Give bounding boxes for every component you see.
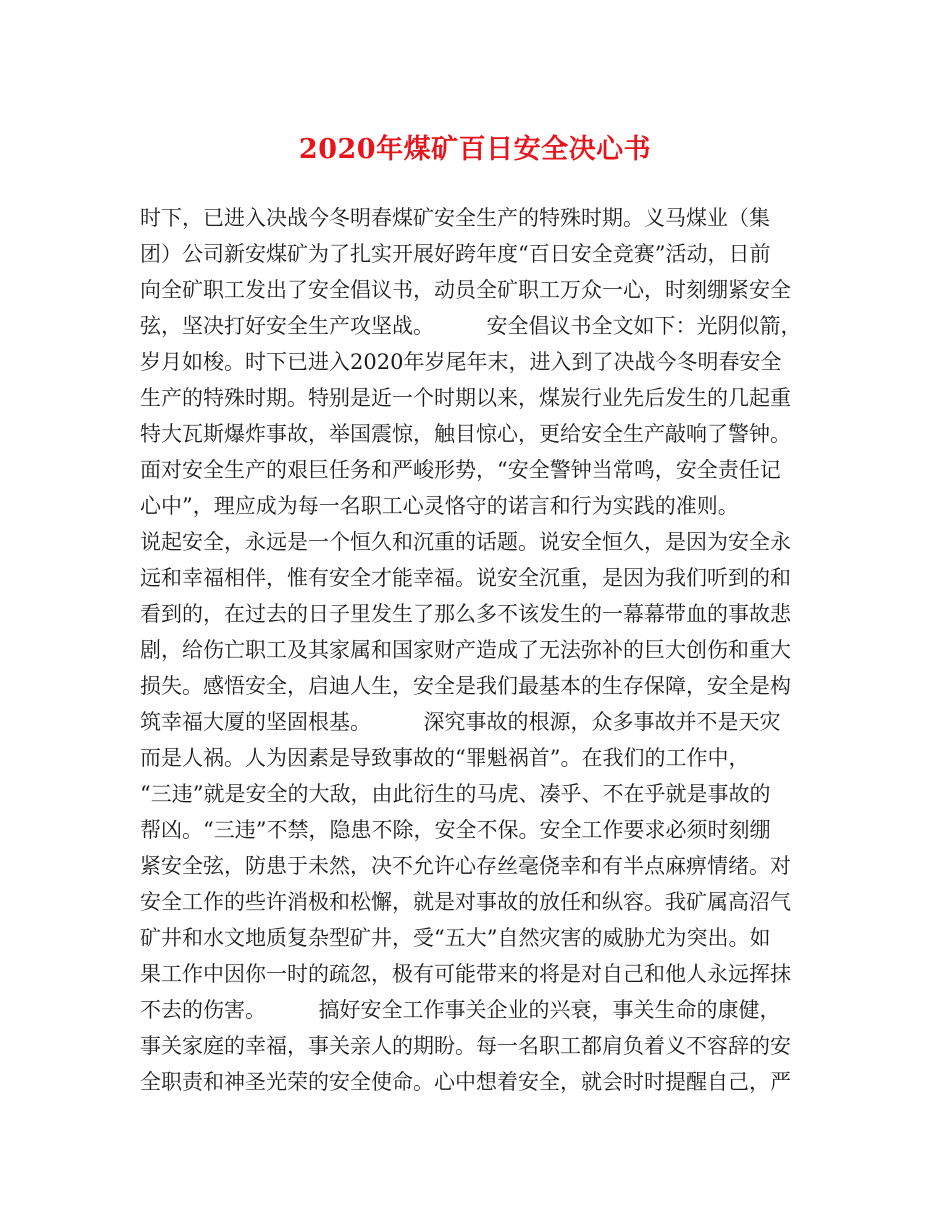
body-line: 安全工作的些许消极和松懈，就是对事故的放任和纵容。我矿属高沼气 <box>140 890 791 914</box>
body-line: 帮凶。“三违”不禁，隐患不除，安全不保。安全工作要求必须时刻绷 <box>140 818 771 842</box>
body-line: 而是人祸。人为因素是导致事故的“罪魁祸首”。在我们的工作中， <box>140 746 750 770</box>
body-line: 矿井和水文地质复杂型矿井，受“五大”自然灾害的威胁尤为突出。如 <box>140 926 771 950</box>
body-line: “三违”就是安全的大敌，由此衍生的马虎、凑乎、不在乎就是事故的 <box>140 782 771 806</box>
body-line: 不去的伤害。 搞好安全工作事关企业的兴衰，事关生命的康健， <box>140 998 781 1022</box>
body-line: 说起安全，永远是一个恒久和沉重的话题。说安全恒久，是因为安全永 <box>140 530 791 554</box>
body-line: 筑幸福大厦的坚固根基。 深究事故的根源，众多事故并不是天灾 <box>140 710 781 734</box>
body-line: 紧安全弦，防患于未然，决不允许心存丝毫侥幸和有半点麻痹情绪。对 <box>140 854 791 878</box>
body-line: 心中”，理应成为每一名职工心灵恪守的诺言和行为实践的准则。 <box>140 494 739 518</box>
body-line: 岁月如梭。时下已进入2020年岁尾年末，进入到了决战今冬明春安全 <box>140 350 782 374</box>
body-line: 生产的特殊时期。特别是近一个时期以来，煤炭行业先后发生的几起重 <box>140 386 791 410</box>
body-line: 损失。感悟安全，启迪人生，安全是我们最基本的生存保障，安全是构 <box>140 674 791 698</box>
body-line: 事关家庭的幸福，事关亲人的期盼。每一名职工都肩负着义不容辞的安 <box>140 1034 791 1058</box>
body-line: 向全矿职工发出了安全倡议书，动员全矿职工万众一心，时刻绷紧安全 <box>140 278 791 302</box>
body-line: 全职责和神圣光荣的安全使命。心中想着安全，就会时时提醒自己，严 <box>140 1070 791 1094</box>
body-line: 看到的，在过去的日子里发生了那么多不该发生的一幕幕带血的事故悲 <box>140 602 791 626</box>
body-line: 果工作中因你一时的疏忽，极有可能带来的将是对自己和他人永远挥抹 <box>140 962 791 986</box>
body-line: 时下，已进入决战今冬明春煤矿安全生产的特殊时期。义马煤业（集 <box>140 206 770 230</box>
body-line: 剧，给伤亡职工及其家属和国家财产造成了无法弥补的巨大创伤和重大 <box>140 638 791 662</box>
document-body <box>140 200 830 1100</box>
body-line: 远和幸福相伴，惟有安全才能幸福。说安全沉重，是因为我们听到的和 <box>140 566 791 590</box>
body-line: 面对安全生产的艰巨任务和严峻形势，“安全警钟当常鸣，安全责任记 <box>140 458 781 482</box>
body-line: 团）公司新安煤矿为了扎实开展好跨年度“百日安全竞赛”活动，日前 <box>140 242 771 266</box>
document-title: 2020年煤矿百日安全决心书 <box>298 134 652 165</box>
body-line: 特大瓦斯爆炸事故，举国震惊，触目惊心，更给安全生产敲响了警钟。 <box>140 422 791 446</box>
body-line: 弦，坚决打好安全生产攻坚战。 安全倡议书全文如下：光阴似箭， <box>140 314 802 338</box>
